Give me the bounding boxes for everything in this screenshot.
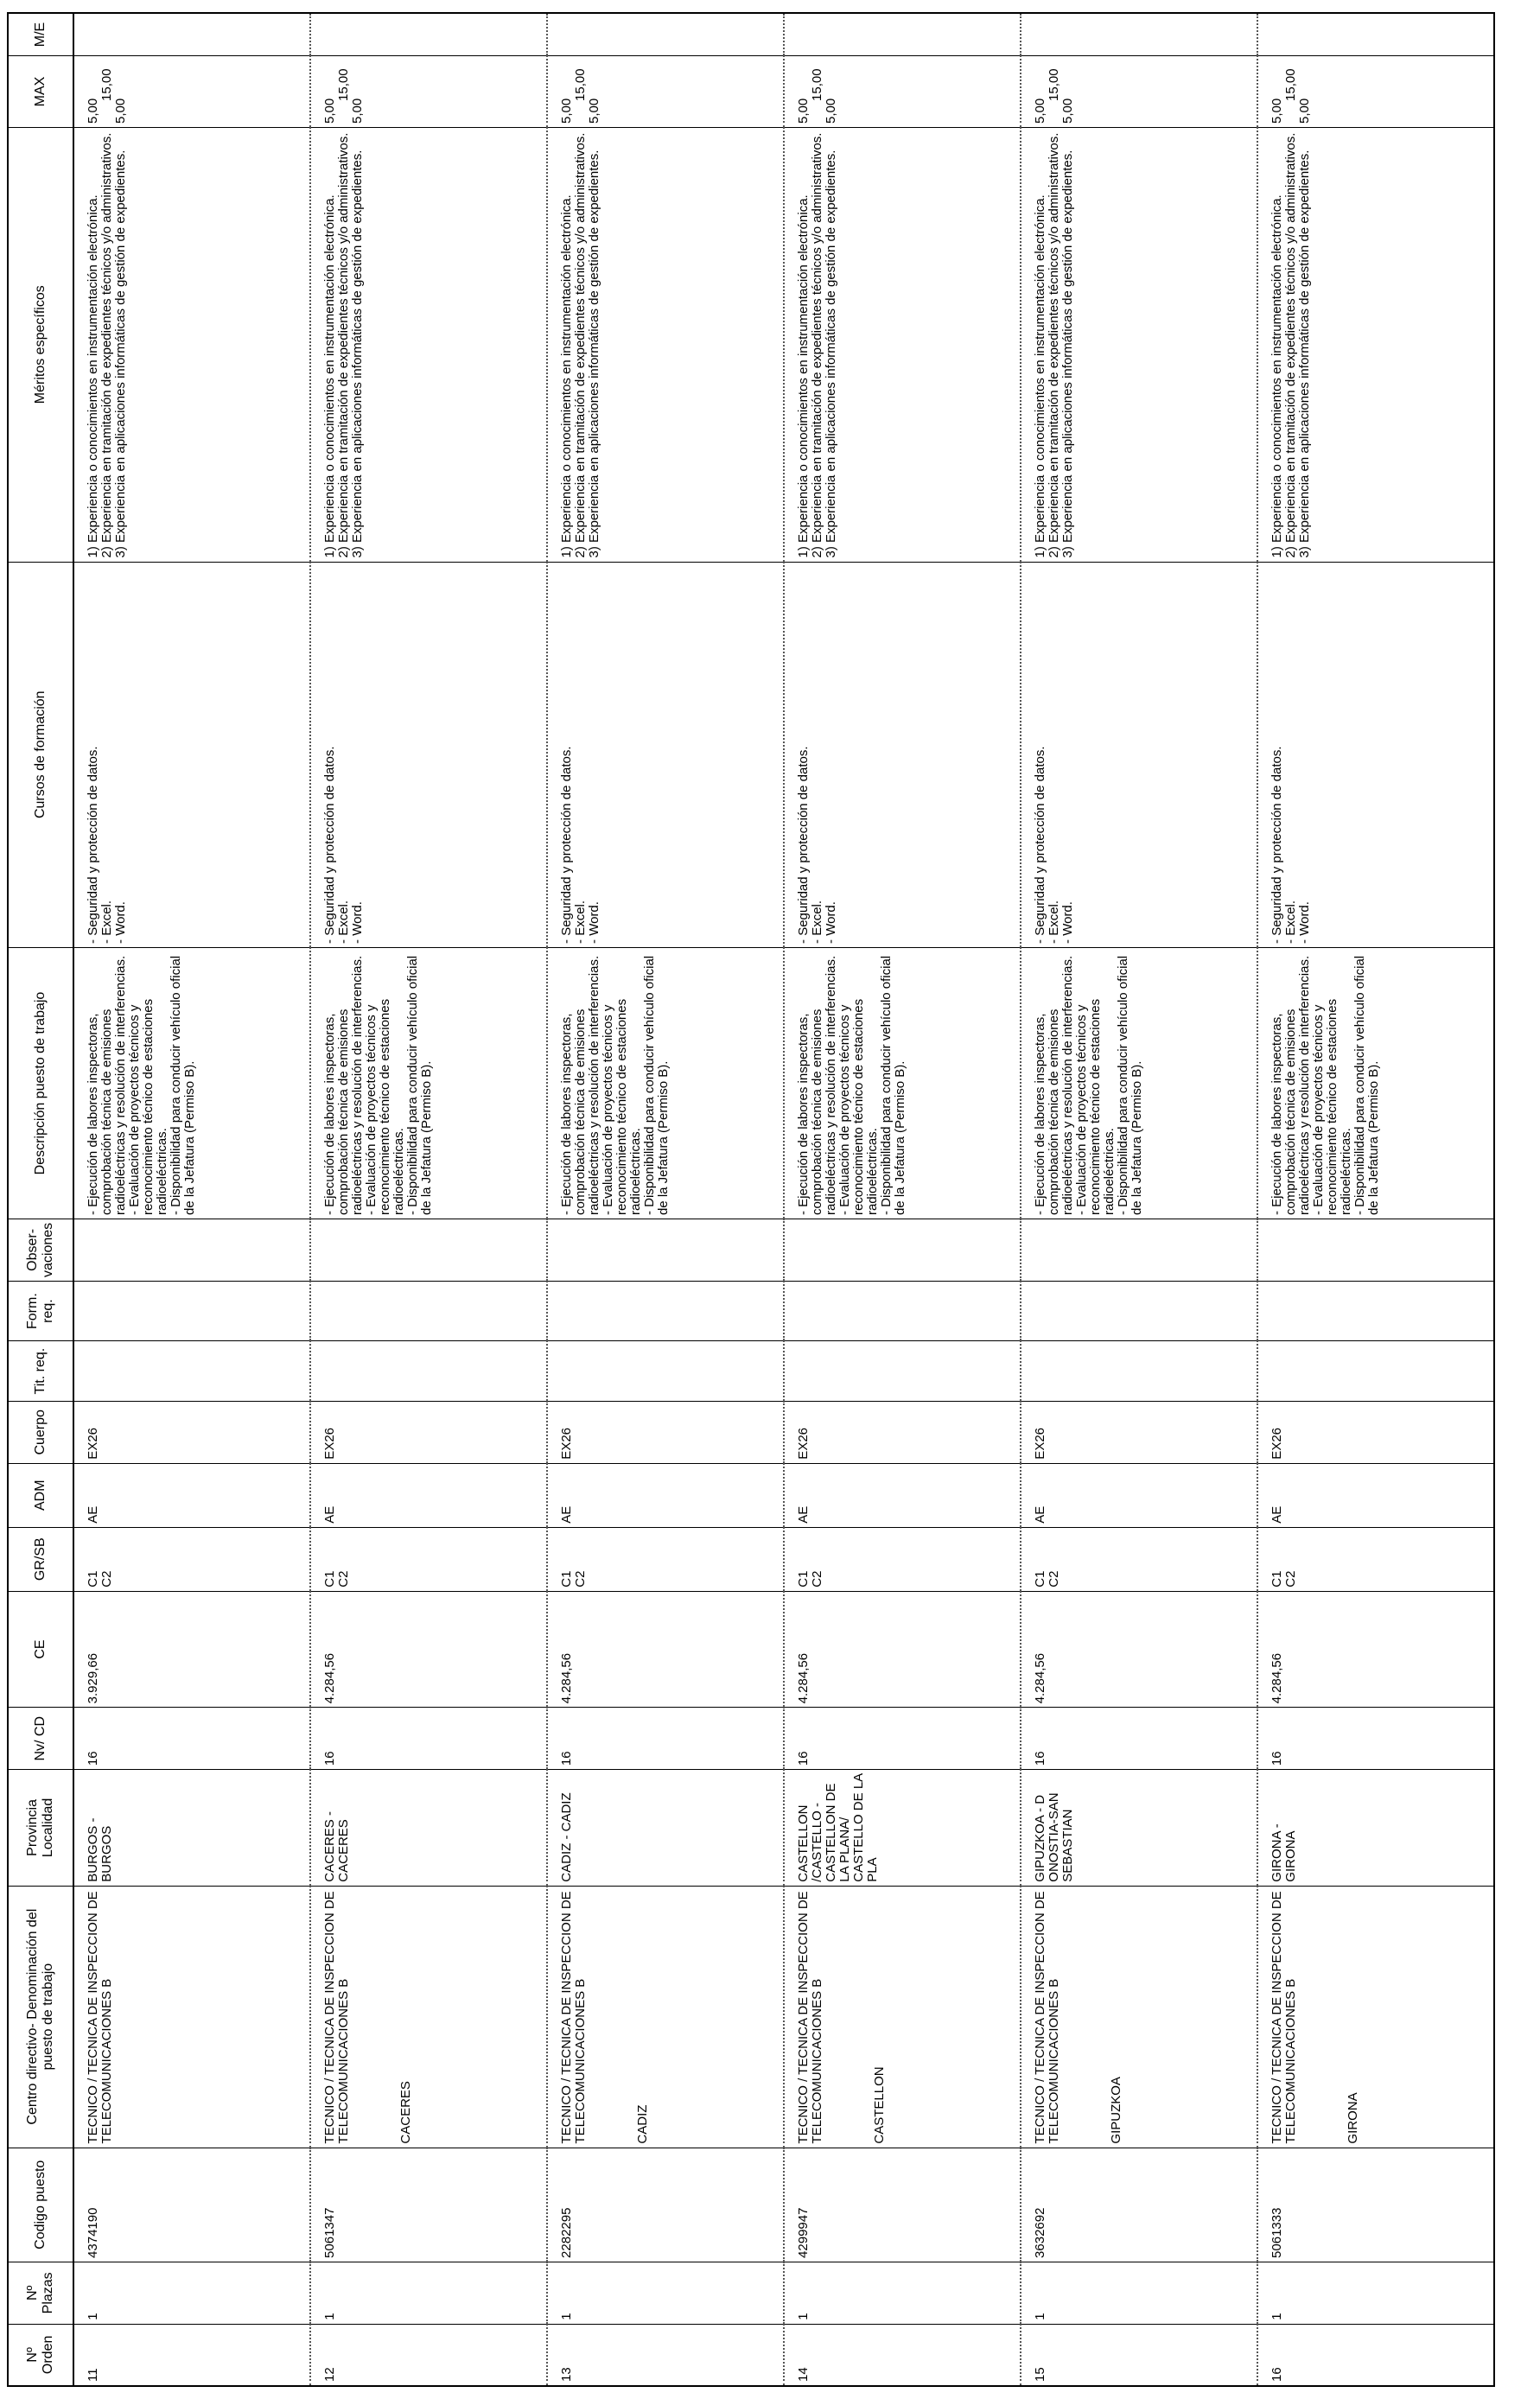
header-obs: Obser- vaciones	[8, 1219, 73, 1282]
table-row	[1021, 13, 1257, 2386]
cell-denominacion: TECNICO / TECNICA DE INSPECCION DE TELECOMUNICACIONES B	[559, 1891, 588, 2144]
cell-adm: AE	[784, 1463, 1021, 1527]
table-row	[1257, 13, 1494, 2386]
max-value: 5,00	[350, 98, 365, 124]
cell-max	[547, 55, 784, 127]
header-tit: Tit. req.	[8, 1341, 73, 1402]
cell-meritos: 1) Experiencia o conocimientos en instrumentación electrónica. 2) Experiencia en tramitación de expedientes técnicos y/o administrativos. 3) Experiencia en aplicaciones informáticas de gestión de expedientes.	[1021, 127, 1257, 562]
cell-codigo: 3632692	[1021, 2148, 1257, 2262]
cell-ce: 4.284,56	[547, 1591, 784, 1708]
cell-codigo: 2282295	[547, 2148, 784, 2262]
max-value: 15,00	[573, 68, 588, 101]
cell-cursos: - Seguridad y protección de datos. - Excel. - Word.	[1021, 562, 1257, 947]
cell-form	[73, 1281, 310, 1341]
cell-plazas: 1	[1021, 2262, 1257, 2324]
cell-max	[784, 55, 1021, 127]
header-cuerpo: Cuerpo	[8, 1401, 73, 1463]
cell-meritos: 1) Experiencia o conocimientos en instrumentación electrónica. 2) Experiencia en tramitación de expedientes técnicos y/o administrativos. 3) Experiencia en aplicaciones informáticas de gestión de expedientes.	[310, 127, 547, 562]
cell-cursos: - Seguridad y protección de datos. - Excel. - Word.	[784, 562, 1021, 947]
cell-denominacion: TECNICO / TECNICA DE INSPECCION DE TELECOMUNICACIONES B	[322, 1891, 351, 2144]
cell-orden: 14	[784, 2324, 1021, 2386]
cell-codigo: 5061347	[310, 2148, 547, 2262]
header-cursos: Cursos de formación	[8, 562, 73, 947]
cell-descripcion: - Ejecución de labores inspectoras, comprobación técnica de emisiones radioeléctricas y resolución de interferencias. - Evaluación de proyectos técnicos y reconocimiento técnico de estaciones radioeléctricas. - Disponibilidad para conducir vehículo oficial de la Jefatura (Permiso B).	[784, 947, 1021, 1219]
cell-nivel: 16	[547, 1708, 784, 1770]
cell-centro	[1257, 1886, 1494, 2148]
cell-me	[1257, 13, 1494, 55]
cell-provincia: CADIZ - CADIZ	[547, 1770, 784, 1887]
cell-grupo: CACERES	[398, 2081, 413, 2144]
cell-ce: 4.284,56	[310, 1591, 547, 1708]
cell-grsb: C1 C2	[310, 1527, 547, 1591]
cell-adm: AE	[310, 1463, 547, 1527]
max-value: 5,00	[559, 98, 574, 124]
cell-max	[310, 55, 547, 127]
cell-max	[73, 55, 310, 127]
max-value: 15,00	[99, 68, 114, 101]
cell-grupo: CADIZ	[635, 2104, 650, 2144]
cell-meritos: 1) Experiencia o conocimientos en instrumentación electrónica. 2) Experiencia en tramitación de expedientes técnicos y/o administrativos. 3) Experiencia en aplicaciones informáticas de gestión de expedientes.	[73, 127, 310, 562]
cell-me	[1021, 13, 1257, 55]
cell-grsb: C1 C2	[784, 1527, 1021, 1591]
cell-cuerpo: EX26	[547, 1401, 784, 1463]
cell-grupo: GIRONA	[1346, 2092, 1360, 2144]
cell-denominacion: TECNICO / TECNICA DE INSPECCION DE TELECOMUNICACIONES B	[1270, 1891, 1298, 2144]
cell-form	[1021, 1281, 1257, 1341]
cell-form	[547, 1281, 784, 1341]
table-row	[547, 13, 784, 2386]
cell-me	[73, 13, 310, 55]
cell-provincia: CACERES - CACERES	[310, 1770, 547, 1887]
cell-plazas: 1	[310, 2262, 547, 2324]
cell-tit	[547, 1341, 784, 1402]
header-grsb: GR/SB	[8, 1527, 73, 1591]
cell-grsb: C1 C2	[1257, 1527, 1494, 1591]
cell-tit	[784, 1341, 1021, 1402]
cell-denominacion: TECNICO / TECNICA DE INSPECCION DE TELECOMUNICACIONES B	[796, 1891, 824, 2144]
cell-adm: AE	[547, 1463, 784, 1527]
cell-cursos: - Seguridad y protección de datos. - Excel. - Word.	[73, 562, 310, 947]
max-value: 5,00	[587, 98, 601, 124]
max-value: 5,00	[86, 98, 100, 124]
cell-codigo: 4374190	[73, 2148, 310, 2262]
max-value: 5,00	[322, 98, 337, 124]
header-ce: CE	[8, 1591, 73, 1708]
cell-tit	[1257, 1341, 1494, 1402]
cell-plazas: 1	[547, 2262, 784, 2324]
cell-form	[310, 1281, 547, 1341]
cell-centro	[547, 1886, 784, 2148]
cell-max	[1257, 55, 1494, 127]
header-max: MAX	[8, 55, 73, 127]
cell-tit	[310, 1341, 547, 1402]
cell-adm: AE	[1021, 1463, 1257, 1527]
table-header	[8, 13, 73, 2386]
cell-descripcion: - Ejecución de labores inspectoras, comprobación técnica de emisiones radioeléctricas y resolución de interferencias. - Evaluación de proyectos técnicos y reconocimiento técnico de estaciones radioeléctricas. - Disponibilidad para conducir vehículo oficial de la Jefatura (Permiso B).	[310, 947, 547, 1219]
cell-descripcion: - Ejecución de labores inspectoras, comprobación técnica de emisiones radioeléctricas y resolución de interferencias. - Evaluación de proyectos técnicos y reconocimiento técnico de estaciones radioeléctricas. - Disponibilidad para conducir vehículo oficial de la Jefatura (Permiso B).	[547, 947, 784, 1219]
cell-form	[1257, 1281, 1494, 1341]
cell-provincia: BURGOS - BURGOS	[73, 1770, 310, 1887]
cell-cursos: - Seguridad y protección de datos. - Excel. - Word.	[547, 562, 784, 947]
max-value: 5,00	[1297, 98, 1312, 124]
cell-nivel: 16	[784, 1708, 1021, 1770]
cell-grupo: CASTELLON	[872, 2066, 887, 2144]
max-value: 15,00	[336, 68, 351, 101]
cell-cuerpo: EX26	[73, 1401, 310, 1463]
cell-nivel: 16	[1021, 1708, 1257, 1770]
header-descripcion: Descripción puesto de trabajo	[8, 947, 73, 1219]
cell-cursos: - Seguridad y protección de datos. - Excel. - Word.	[1257, 562, 1494, 947]
cell-cuerpo: EX26	[1021, 1401, 1257, 1463]
table-row	[73, 13, 310, 2386]
cell-provincia: GIPUZKOA - D ONOSTIA-SAN SEBASTIAN	[1021, 1770, 1257, 1887]
header-form: Form. req.	[8, 1281, 73, 1341]
job-positions-table	[7, 12, 1495, 2387]
cell-cuerpo: EX26	[310, 1401, 547, 1463]
cell-ce: 4.284,56	[1257, 1591, 1494, 1708]
cell-grsb: C1 C2	[1021, 1527, 1257, 1591]
cell-adm: AE	[73, 1463, 310, 1527]
cell-codigo: 4299947	[784, 2148, 1021, 2262]
cell-obs	[547, 1219, 784, 1282]
header-me: M/E	[8, 13, 73, 55]
cell-centro	[310, 1886, 547, 2148]
cell-cuerpo: EX26	[1257, 1401, 1494, 1463]
header-centro: Centro directivo- Denominación del puesto de trabajo	[8, 1886, 73, 2148]
cell-meritos: 1) Experiencia o conocimientos en instrumentación electrónica. 2) Experiencia en tramitación de expedientes técnicos y/o administrativos. 3) Experiencia en aplicaciones informáticas de gestión de expedientes.	[784, 127, 1021, 562]
header-nivel: Nv/ CD	[8, 1708, 73, 1770]
max-value: 5,00	[824, 98, 838, 124]
cell-tit	[1021, 1341, 1257, 1402]
cell-max	[1021, 55, 1257, 127]
cell-provincia: CASTELLON /CASTELLO - CASTELLON DE LA PLANA/ CASTELLO DE LA PLA	[784, 1770, 1021, 1887]
cell-cuerpo: EX26	[784, 1401, 1021, 1463]
cell-obs	[784, 1219, 1021, 1282]
cell-provincia: GIRONA - GIRONA	[1257, 1770, 1494, 1887]
header-codigo: Codigo puesto	[8, 2148, 73, 2262]
table-row	[784, 13, 1021, 2386]
max-value: 5,00	[1033, 98, 1047, 124]
table-body	[73, 13, 1494, 2386]
header-adm: ADM	[8, 1463, 73, 1527]
cell-cursos: - Seguridad y protección de datos. - Excel. - Word.	[310, 562, 547, 947]
cell-descripcion: - Ejecución de labores inspectoras, comprobación técnica de emisiones radioeléctricas y resolución de interferencias. - Evaluación de proyectos técnicos y reconocimiento técnico de estaciones radioeléctricas. - Disponibilidad para conducir vehículo oficial de la Jefatura (Permiso B).	[73, 947, 310, 1219]
max-value: 5,00	[1060, 98, 1075, 124]
cell-ce: 4.284,56	[1021, 1591, 1257, 1708]
header-meritos: Méritos específicos	[8, 127, 73, 562]
cell-codigo: 5061333	[1257, 2148, 1494, 2262]
cell-centro	[784, 1886, 1021, 2148]
max-value: 15,00	[810, 68, 824, 101]
cell-nivel: 16	[1257, 1708, 1494, 1770]
cell-centro	[1021, 1886, 1257, 2148]
table-row	[310, 13, 547, 2386]
cell-descripcion: - Ejecución de labores inspectoras, comprobación técnica de emisiones radioeléctricas y resolución de interferencias. - Evaluación de proyectos técnicos y reconocimiento técnico de estaciones radioeléctricas. - Disponibilidad para conducir vehículo oficial de la Jefatura (Permiso B).	[1257, 947, 1494, 1219]
cell-orden: 13	[547, 2324, 784, 2386]
cell-tit	[73, 1341, 310, 1402]
cell-ce: 4.284,56	[784, 1591, 1021, 1708]
cell-meritos: 1) Experiencia o conocimientos en instrumentación electrónica. 2) Experiencia en tramitación de expedientes técnicos y/o administrativos. 3) Experiencia en aplicaciones informáticas de gestión de expedientes.	[547, 127, 784, 562]
max-value: 5,00	[796, 98, 811, 124]
max-value: 15,00	[1047, 68, 1061, 101]
max-value: 5,00	[1270, 98, 1284, 124]
cell-nivel: 16	[310, 1708, 547, 1770]
cell-plazas: 1	[73, 2262, 310, 2324]
header-orden: Nº Orden	[8, 2324, 73, 2386]
cell-grsb: C1 C2	[73, 1527, 310, 1591]
cell-nivel: 16	[73, 1708, 310, 1770]
cell-obs	[73, 1219, 310, 1282]
cell-me	[547, 13, 784, 55]
cell-orden: 11	[73, 2324, 310, 2386]
max-value: 15,00	[1283, 68, 1298, 101]
cell-obs	[1021, 1219, 1257, 1282]
header-row	[8, 13, 73, 2386]
cell-plazas: 1	[784, 2262, 1021, 2324]
max-value: 5,00	[113, 98, 128, 124]
cell-ce: 3.929,66	[73, 1591, 310, 1708]
cell-orden: 16	[1257, 2324, 1494, 2386]
cell-descripcion: - Ejecución de labores inspectoras, comprobación técnica de emisiones radioeléctricas y resolución de interferencias. - Evaluación de proyectos técnicos y reconocimiento técnico de estaciones radioeléctricas. - Disponibilidad para conducir vehículo oficial de la Jefatura (Permiso B).	[1021, 947, 1257, 1219]
cell-plazas: 1	[1257, 2262, 1494, 2324]
header-plazas: Nº Plazas	[8, 2262, 73, 2324]
cell-me	[784, 13, 1021, 55]
cell-denominacion: TECNICO / TECNICA DE INSPECCION DE TELECOMUNICACIONES B	[86, 1891, 114, 2144]
cell-centro	[73, 1886, 310, 2148]
cell-obs	[310, 1219, 547, 1282]
cell-me	[310, 13, 547, 55]
cell-adm: AE	[1257, 1463, 1494, 1527]
cell-denominacion: TECNICO / TECNICA DE INSPECCION DE TELECOMUNICACIONES B	[1033, 1891, 1061, 2144]
cell-obs	[1257, 1219, 1494, 1282]
cell-orden: 12	[310, 2324, 547, 2386]
cell-grsb: C1 C2	[547, 1527, 784, 1591]
cell-orden: 15	[1021, 2324, 1257, 2386]
cell-grupo: GIPUZKOA	[1109, 2077, 1123, 2144]
header-provincia: Provincia Localidad	[8, 1770, 73, 1887]
cell-form	[784, 1281, 1021, 1341]
cell-meritos: 1) Experiencia o conocimientos en instrumentación electrónica. 2) Experiencia en tramitación de expedientes técnicos y/o administrativos. 3) Experiencia en aplicaciones informáticas de gestión de expedientes.	[1257, 127, 1494, 562]
